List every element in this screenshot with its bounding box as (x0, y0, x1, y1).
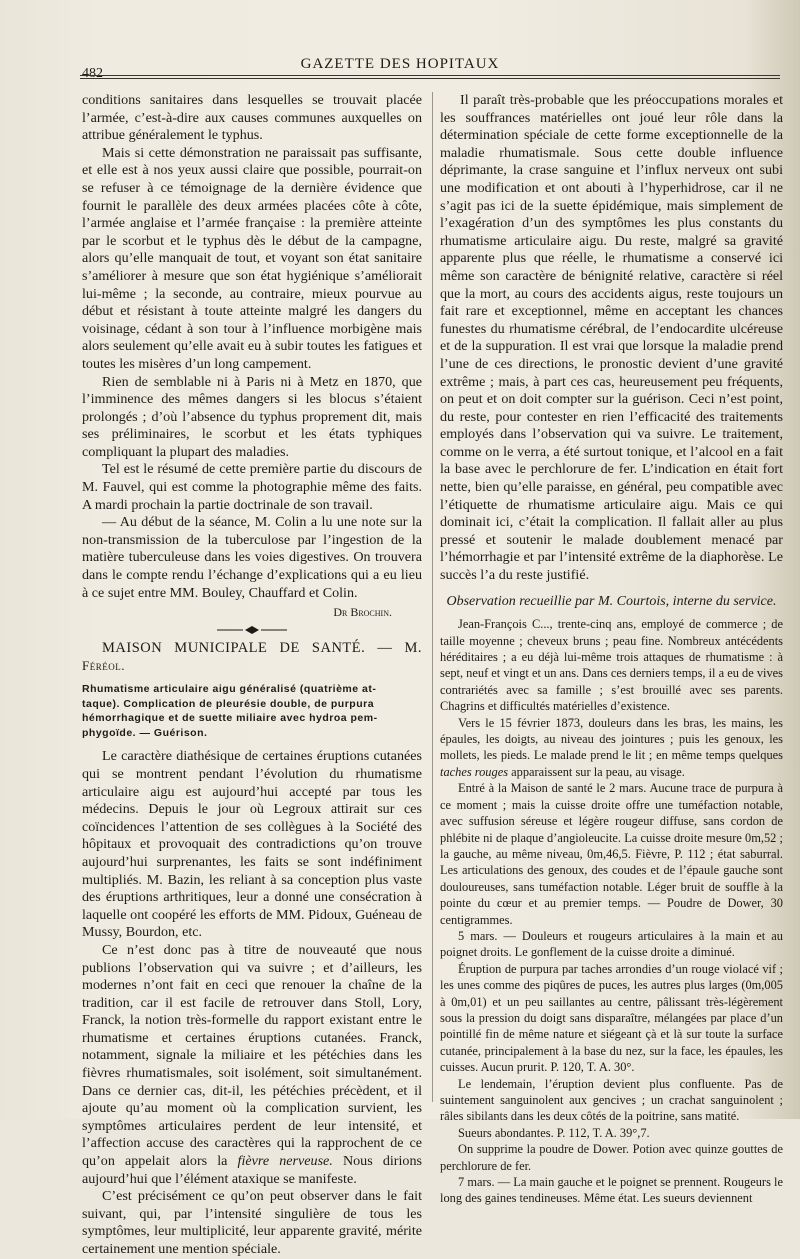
paragraph: C’est précisément ce qu’on peut observer dans le fait suivant, qui, par l’intensité singulière de tous les symptômes, leur multiplicité, leur apparente gravité, mérite certainement une mention spéciale. (82, 1188, 422, 1257)
journal-title: GAZETTE DES HOPITAUX (300, 56, 500, 72)
paragraph: Sueurs abondantes. P. 112, T. A. 39°,7. (458, 1125, 650, 1140)
summary-line: taque). Complication de pleurésie double, de purpura (82, 697, 375, 710)
paragraph-text: Nous dirions aujourd’hui que l’élément ataxique se manifeste. (82, 1153, 422, 1187)
page-number: 482 (82, 66, 103, 81)
summary-line: Rhumatisme articulaire aigu généralisé (quatrième at- (82, 683, 377, 695)
left-column (82, 92, 422, 1259)
author-signature: Dr Brochin. (333, 605, 392, 620)
section-title: MAISON MUNICIPALE DE SANTÉ. — M. (102, 639, 422, 656)
column-divider (432, 92, 433, 1102)
right-column (440, 92, 783, 1207)
paragraph: Il paraît très-probable que les préoccupations morales et les souffrances matérielles ont joué leur rôle dans la détermination spéciale de cette forme exceptionnelle de la maladie rhumatismale. Sous cette double influence déprimante, la crase sanguine et l’influx nerveux ont subi une modification et ont abouti à l’hyperhidrose, car il ne s’agit pas ici de la suette épidémique, mais simplement de l’exagération d’un des symptômes les plus constants du rhumatisme articulaire aigu. Du reste, malgré sa gravité apparente plus que réelle, le rhumatisme a conservé ici même son caractère de bénignité relative, caractère si réel que la mort, au cours des accidents aigus, reste toujours un fait rare et exceptionnel, même en acceptant les chances funestes du rhumatisme cérébral, de l’endocardite ulcéreuse et de la suppuration. Il est vrai que lorsque la maladie prend l’une de ces directions, le pronostic devient d’une gravité extrême ; mais, à part ces cas, heureusement peu fréquents, on peut et on doit compter sur la guérison. Ceci n’est point, du reste, pour contester en rien l’efficacité des traitements employés dans l’observation qui va suivre. Le traitement, comme on le verra, a été surtout tonique, et l’alcool en a fait la base avec le perchlorure de fer. L’indication en était fort nette, bien qu’elle paraisse, en général, peu compatible avec l’étiquette de rhumatisme articulaire aigu. Mais ce qui dominait ici, c’était la complication. Il fallait aller au plus pressé et soutenir le malade doublement menacé par l’hémorrhagie et par l’intensité extrême de la diaphorèse. Le succès l’a du reste justifié. (440, 92, 783, 584)
paragraph: Le caractère diathésique de certaines éruptions cutanées qui se montrent pendant l’évolution du rhumatisme articulaire aigu est aujourd’hui accepté par tous les médecins. Depuis le jour où Legroux attirait sur ces coïncidences l’attention de ses collègues à la Société des hôpitaux et provoquait des contradictions qu’on trouve aujourd’hui surprenantes, les faits se sont indéfiniment multipliés. M. Bazin, les reliant à sa conception plus vaste des éruptions arthritiques, leur a donné une consécration à laquelle ont coopéré les efforts de MM. Pidoux, Guéneau de Mussy, Bourdon, etc. (82, 748, 422, 941)
paragraph: Jean-François C..., trente-cinq ans, employé de commerce ; de taille moyenne ; cheveux bruns ; peau fine. Nombreux antécédents héréditaires ; a eu déjà lui-même trois attaques de rhumatisme : à sept, neuf et vingt et un ans. Dans ces derniers temps, il a eu de vives contrariétés avec sa famille ; s’est brouillé avec ses parents. Chagrins et difficultés matérielles d’existence. (440, 617, 783, 714)
paragraph-text: apparaissent sur la peau, au visage. (508, 764, 685, 779)
paragraph: Le lendemain, l’éruption devient plus confluente. Pas de suintement sanguinolent aux gencives ; un crachat sanguinolent ; râles sibilants dans les deux côtés de la poitrine, sans matité. (440, 1076, 783, 1124)
section-author: Féréol. (82, 658, 125, 674)
italic-phrase: fièvre nerveuse. (237, 1153, 333, 1170)
case-summary (82, 682, 422, 740)
paragraph: Entré à la Maison de santé le 2 mars. Aucune trace de purpura à ce moment ; mais la cuisse droite offre une tuméfaction notable, avec suffusion séreuse et légère rougeur diffuse, sans cordon de phlébite ni de plaque d’angioleucite. La cuisse droite mesure 0m,52 ; la gauche, au même niveau, 0m,46,5. Fièvre, P. 112 ; état saburral. Les articulations des genoux, des coudes et de l’épaule gauche sont douloureuses, sans tuméfaction notable. Léger bruit de souffle à la pointe du cœur et au premier temps. — Poudre de Dower, 30 centigrammes. (440, 781, 783, 927)
paragraph: conditions sanitaires dans lesquelles se trouvait placée l’armée, c’est-à-dire aux causes communes auxquelles on attribue généralement le typhus. (82, 92, 422, 144)
paragraph: On supprime la poudre de Dower. Potion avec quinze gouttes de perchlorure de fer. (440, 1142, 783, 1173)
paragraph: 7 mars. — La main gauche et le poignet se prennent. Rougeurs le long des gaines tendineuses. Même état. Les sueurs deviennent (440, 1175, 783, 1206)
summary-line: hémorrhagique et de suette miliaire avec hydroa pem- (82, 712, 378, 725)
paragraph: Éruption de purpura par taches arrondies d’un rouge violacé vif ; les unes comme des piqûres de puces, les autres plus larges (0m,005 à 0m,01) et un peu saillantes au centre, pâlissant très-légèrement sous la pression du doigt sans disparaître, mélangées par place d’un pointillé fin de même nature et siégeant çà et là sur toute la surface cutanée, principalement à la base du nez, sur la face, les épaules, les cuisses. Aucun prurit. P. 120, T. A. 30°. (440, 961, 783, 1075)
paragraph-text: Ce n’est donc pas à titre de nouveauté que nous publions l’observation qui va suivre ; et d’ailleurs, les modernes n’ont fait en ceci que renouer la chaîne de la tradition, car il est facile de retrouver dans Stoll, Lory, Franck, la notion très-formelle du rapport existant entre le rhumatisme et certaines éruptions cutanées. Franck, notamment, signale la miliaire et les pétéchies dans les fièvres rhumatismales, soit isolément, soit simultanément. Dans ce dernier cas, dit-il, les pétéchies précèdent, et il ajoute qu’au moment où la complication survient, les symptômes articulaires perdent de leur intensité, et l’affection accuse des caractères qui la rapprochent de ce qu’on appelait alors la (82, 941, 422, 1170)
header-rule (80, 75, 780, 76)
paragraph (82, 942, 422, 1188)
section-heading (82, 640, 422, 676)
observation-body (440, 616, 783, 1207)
ornament-icon (217, 626, 287, 634)
paragraph (440, 715, 783, 781)
paragraph: 5 mars. — Douleurs et rougeurs articulaires à la main et au poignet droits. Le gonflement de la cuisse droite a diminué. (440, 928, 783, 960)
paragraph: Rien de semblable ni à Paris ni à Metz en 1870, que l’imminence des mêmes dangers si les blocus s’étaient prolongés ; d’où l’absence du typhus proprement dit, mais ses préliminaires, le scorbut et les états typhiques compliquant la plupart des maladies. (82, 373, 422, 460)
section-divider-ornament (82, 626, 422, 634)
paragraph: Mais si cette démonstration ne paraissait pas suffisante, et elle est à nos yeux aussi claire que possible, pourrait-on se refuser à ce témoignage de la dernière évidence que fournit le parallèle des deux armées placées côte à côte, l’armée anglaise et l’armée française : la première atteinte par le scorbut et le typhus dès le début de la campagne, alors qu’elle manquait de tout, et voyant son état sanitaire s’améliorer à mesure que son état hygiénique s’améliorait lui-même ; la seconde, au contraire, mieux pourvue au début et résistant à toute atteinte malgré les dangers du voisinage, cédant à son tour à l’influence morbigène mais alors seulement qu’elle avait eu à subir toutes les fatigues et toutes les misères d’un long campement. (82, 144, 422, 372)
paragraph: Tel est le résumé de cette première partie du discours de M. Fauvel, qui est comme la photographie même des faits. A mardi prochain la partie doctrinale de son travail. (82, 461, 422, 513)
paragraph: — Au début de la séance, M. Colin a lu une note sur la non-transmission de la tuberculose par l’ingestion de la matière tuberculeuse dans les voies digestives. On trouvera dans le compte rendu l’échange d’explications qui a eu lieu à ce sujet entre MM. Bouley, Chauffard et Colin. (82, 514, 422, 601)
paragraph-text: Vers le 15 février 1873, douleurs dans les bras, les mains, les épaules, les doigts, au niveau des jointures ; puis les genoux, les mollets, les pieds. Le malade prend le lit ; en même temps quelques (440, 715, 783, 763)
summary-line: phygoïde. — Guérison. (82, 726, 208, 739)
observation-heading: Observation recueillie par M. Courtois, interne du service. (446, 593, 777, 609)
header-rule-double (80, 78, 780, 79)
italic-phrase: taches rouges (440, 764, 509, 779)
